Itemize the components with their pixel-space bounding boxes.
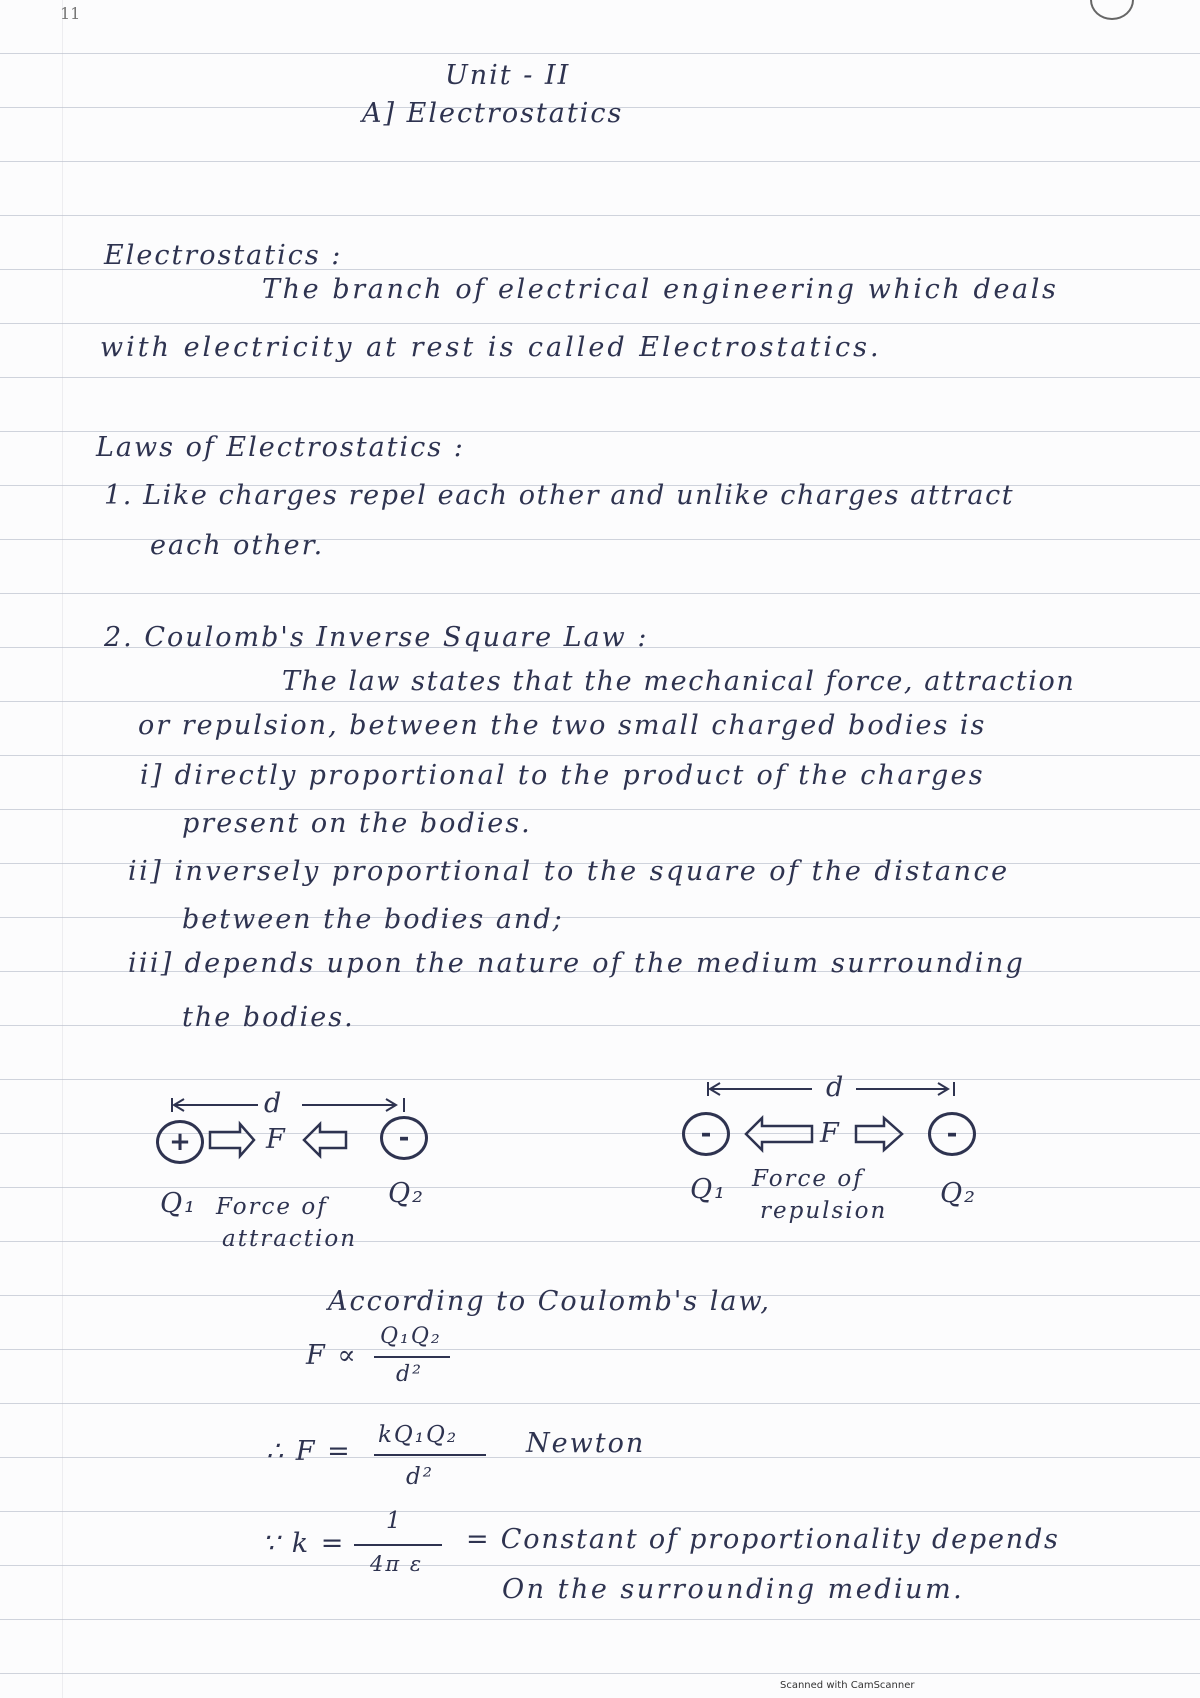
- attraction-charge-1: +: [156, 1120, 204, 1164]
- attraction-q2: Q₂: [388, 1178, 425, 1209]
- law-2-line-2: or repulsion, between the two small charged bodies is: [138, 710, 987, 741]
- repulsion-force-arrow-left: [746, 1118, 812, 1150]
- k-numerator: 1: [386, 1508, 403, 1534]
- page-mark: 11: [60, 4, 81, 23]
- attraction-caption-1: Force of: [216, 1194, 328, 1220]
- equation-lhs: ∴ F =: [266, 1436, 352, 1467]
- item-2-line-2: between the bodies and;: [182, 904, 564, 935]
- k-fraction-bar: [354, 1544, 442, 1546]
- law-1-line-1: 1. Like charges repel each other and unlike charges attract: [104, 480, 1015, 511]
- laws-heading: Laws of Electrostatics :: [96, 432, 465, 463]
- repulsion-distance-label: d: [826, 1072, 846, 1103]
- equation-denominator: d²: [406, 1464, 434, 1490]
- proportional-lhs: F ∝: [306, 1340, 358, 1371]
- item-2-line-1: ii] inversely proportional to the square of the distance: [128, 856, 1010, 887]
- attraction-force-label: F: [266, 1124, 287, 1155]
- unit-title: Unit - II: [445, 60, 571, 91]
- definition-line-1: The branch of electrical engineering which deals: [262, 274, 1059, 305]
- item-1-line-2: present on the bodies.: [182, 808, 532, 839]
- k-denominator: 4π ε: [370, 1552, 424, 1576]
- attraction-charge-2: -: [380, 1116, 428, 1160]
- item-1-line-1: i] directly proportional to the product of the charges: [140, 760, 985, 791]
- repulsion-charge-1: -: [682, 1112, 730, 1156]
- coulomb-intro: According to Coulomb's law,: [328, 1286, 771, 1317]
- proportional-fraction-bar: [374, 1356, 450, 1358]
- repulsion-caption-2: repulsion: [760, 1198, 888, 1224]
- k-description-1: = Constant of proportionality depends: [466, 1524, 1060, 1555]
- repulsion-force-arrow-right: [856, 1118, 902, 1150]
- law-2-heading: 2. Coulomb's Inverse Square Law :: [104, 622, 649, 653]
- k-lhs: ∵ k =: [262, 1528, 346, 1559]
- section-title: A] Electrostatics: [362, 98, 624, 129]
- attraction-force-arrow-right: [210, 1124, 254, 1156]
- repulsion-charge-2: -: [928, 1112, 976, 1156]
- item-3-line-1: iii] depends upon the nature of the medium surrounding: [128, 948, 1026, 979]
- repulsion-caption-1: Force of: [752, 1166, 864, 1192]
- attraction-caption-2: attraction: [222, 1226, 358, 1252]
- definition-heading: Electrostatics :: [104, 240, 343, 271]
- proportional-denominator: d²: [396, 1362, 423, 1387]
- item-3-line-2: the bodies.: [182, 1002, 355, 1033]
- scanner-watermark: Scanned with CamScanner: [780, 1680, 915, 1691]
- proportional-numerator: Q₁Q₂: [380, 1324, 442, 1349]
- equation-unit: Newton: [526, 1428, 646, 1459]
- attraction-force-arrow-left: [304, 1124, 346, 1156]
- law-1-line-2: each other.: [150, 530, 325, 561]
- k-description-2: On the surrounding medium.: [502, 1574, 965, 1605]
- equation-fraction-bar: [374, 1454, 486, 1456]
- repulsion-q2: Q₂: [940, 1178, 977, 1209]
- repulsion-force-label: F: [820, 1118, 841, 1149]
- attraction-distance-label: d: [264, 1088, 284, 1119]
- repulsion-q1: Q₁: [690, 1174, 727, 1205]
- equation-numerator: kQ₁Q₂: [378, 1422, 459, 1448]
- law-2-line-1: The law states that the mechanical force, attraction: [282, 666, 1076, 697]
- attraction-q1: Q₁: [160, 1188, 197, 1219]
- definition-line-2: with electricity at rest is called Electrostatics.: [100, 332, 882, 363]
